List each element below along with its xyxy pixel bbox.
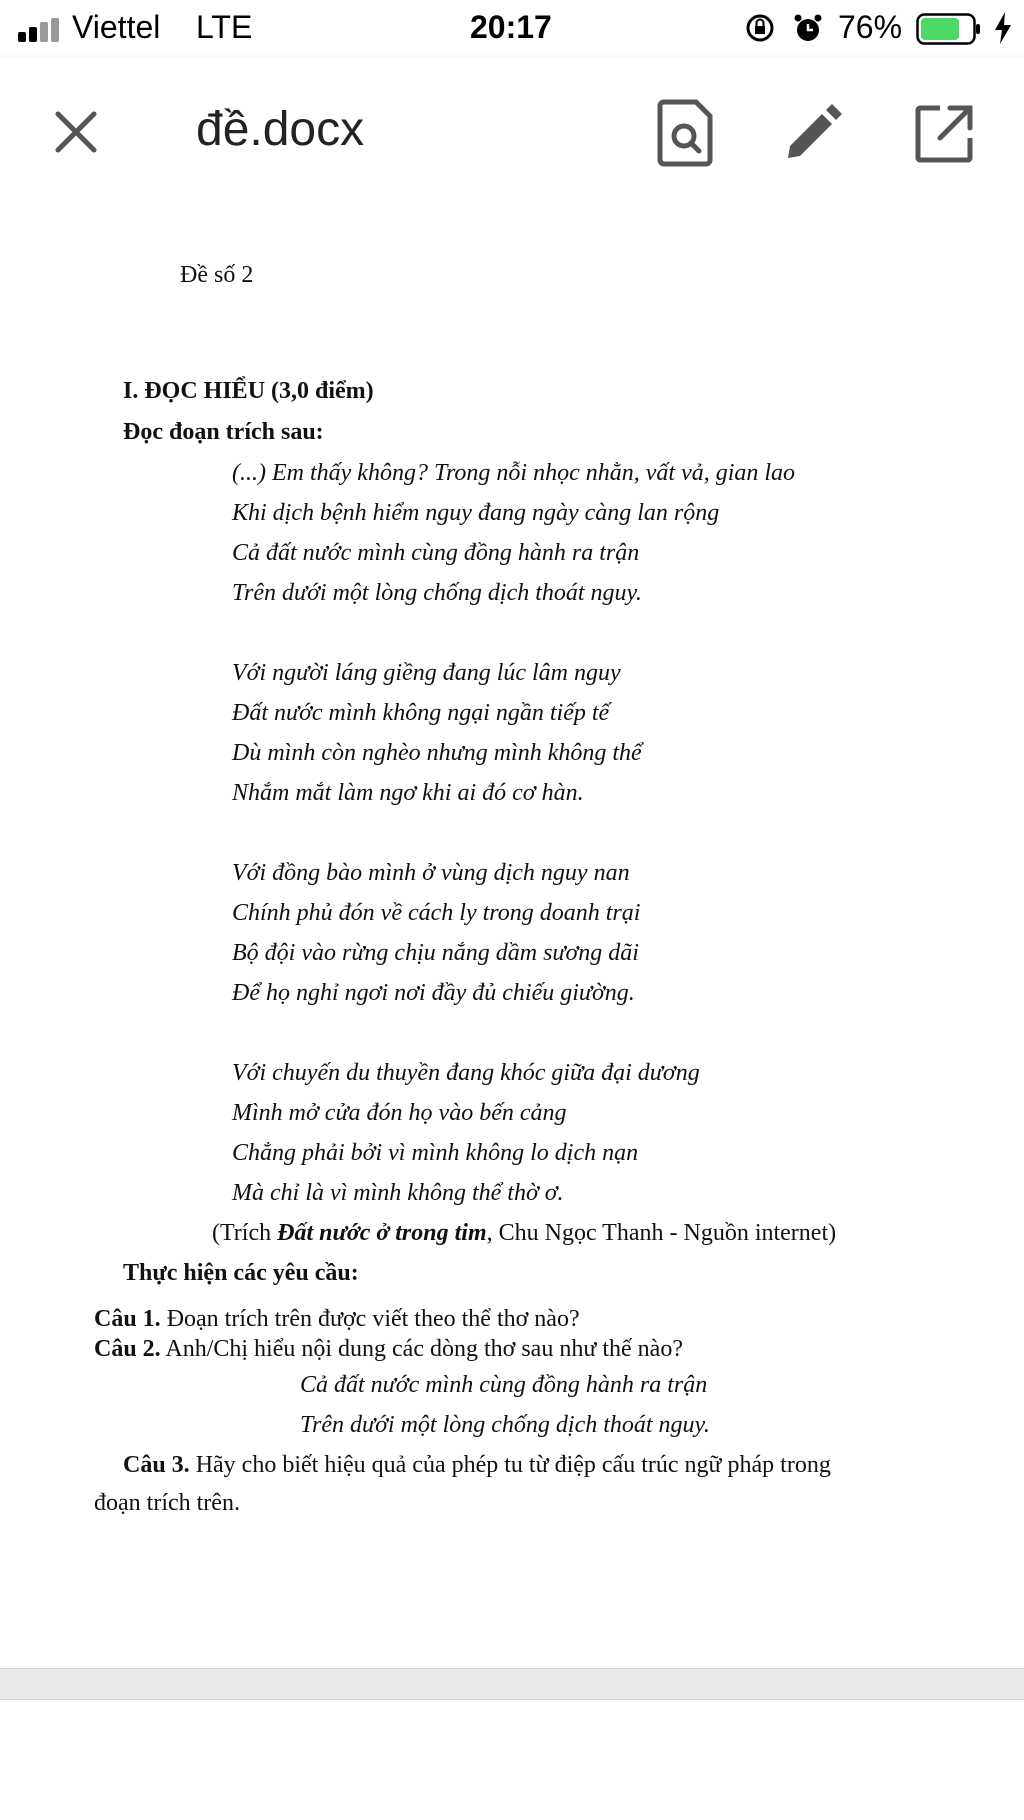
app-bar (0, 58, 1024, 208)
open-external-icon[interactable] (912, 102, 976, 166)
network-type: LTE (196, 9, 253, 45)
reading-instruction: Đọc đoạn trích sau: (123, 419, 324, 445)
carrier-name: Viettel (72, 9, 161, 45)
poem-line: Với đồng bào mình ở vùng dịch nguy nan (232, 860, 630, 886)
page-separator (0, 1668, 1024, 1700)
battery-percentage: 76% (838, 9, 903, 45)
poem-line: Đất nước mình không ngại ngần tiếp tế (232, 700, 610, 726)
question-2-quote-line: Cả đất nước mình cùng đồng hành ra trận (300, 1372, 708, 1398)
edit-icon[interactable] (780, 102, 844, 166)
poem-source: (Trích Đất nước ở trong tim, Chu Ngọc Thanh - Nguồn internet) (212, 1220, 837, 1246)
poem-line: Trên dưới một lòng chống dịch thoát nguy. (232, 580, 642, 606)
clock: 20:17 (470, 9, 552, 45)
poem-line: Chẳng phải bởi vì mình không lo dịch nạn (232, 1140, 639, 1166)
document-title: đề.docx (196, 103, 365, 156)
question-1: Câu 1. Đoạn trích trên được viết theo thể thơ nào? (94, 1306, 580, 1332)
poem-line: Dù mình còn nghèo nhưng mình không thể (232, 740, 642, 766)
poem-line: Chính phủ đón về cách ly trong doanh trại (232, 900, 641, 926)
poem-line: Khi dịch bệnh hiểm nguy đang ngày càng lan rộng (232, 500, 720, 526)
question-2-quote-line: Trên dưới một lòng chống dịch thoát nguy. (300, 1412, 710, 1438)
document-page (0, 208, 1024, 1668)
next-page (0, 1700, 1024, 1820)
poem-line: Với chuyến du thuyền đang khóc giữa đại dương (232, 1060, 700, 1086)
poem-line: Nhắm mắt làm ngơ khi ai đó cơ hàn. (232, 780, 584, 806)
orientation-lock-icon (744, 12, 776, 44)
find-in-page-icon[interactable] (654, 98, 718, 168)
charging-icon (992, 11, 1014, 45)
status-bar (0, 0, 1024, 58)
poem-line: Mình mở cửa đón họ vào bến cảng (232, 1100, 567, 1126)
requirements-title: Thực hiện các yêu cầu: (123, 1260, 359, 1286)
close-icon[interactable] (46, 102, 106, 162)
question-2: Câu 2. Anh/Chị hiểu nội dung các dòng thơ sau như thế nào? (94, 1336, 683, 1362)
alarm-icon (792, 12, 824, 44)
poem-line: Mà chỉ là vì mình không thể thờ ơ. (232, 1180, 564, 1206)
question-3-continued: đoạn trích trên. (94, 1490, 240, 1516)
signal-icon (18, 18, 66, 42)
document-heading: Đề số 2 (180, 262, 254, 288)
poem-line: Với người láng giềng đang lúc lâm nguy (232, 660, 621, 686)
question-3: Câu 3. Hãy cho biết hiệu quả của phép tu từ điệp cấu trúc ngữ pháp trong (123, 1452, 831, 1478)
source-work-title: Đất nước ở trong tim (277, 1220, 487, 1246)
battery-icon (916, 13, 982, 45)
poem-line: (...) Em thấy không? Trong nỗi nhọc nhằn, vất vả, gian lao (232, 460, 796, 486)
poem-line: Để họ nghỉ ngơi nơi đầy đủ chiếu giường. (232, 980, 635, 1006)
section-title: I. ĐỌC HIỂU (3,0 điểm) (123, 378, 374, 404)
poem-line: Bộ đội vào rừng chịu nắng dầm sương dãi (232, 940, 639, 966)
poem-line: Cả đất nước mình cùng đồng hành ra trận (232, 540, 640, 566)
